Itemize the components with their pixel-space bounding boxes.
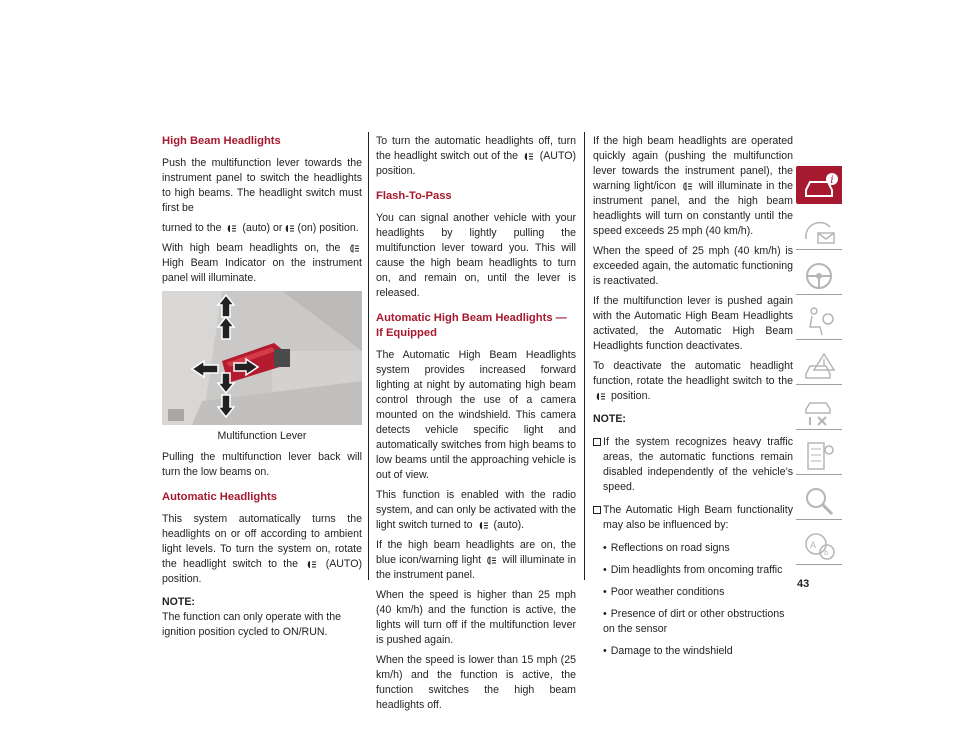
lever-illustration <box>162 291 362 425</box>
bullet-item <box>603 644 793 659</box>
side-tab-steering-wheel[interactable] <box>796 256 842 295</box>
seated-passenger-airbag-icon <box>802 305 838 337</box>
side-tab-checklist[interactable] <box>796 436 842 475</box>
bullet-dot: • <box>603 586 607 598</box>
checkbox-item: If the system recognizes heavy traffic areas, the automatic functions remain disabled independently of the vehicle’s speed. <box>593 435 793 495</box>
paragraph: turned to the (auto) or (on) position. <box>162 222 359 234</box>
figure-caption: Multifunction Lever <box>217 430 307 442</box>
headlight-on-icon <box>595 392 606 401</box>
bullet-dot: • <box>603 645 607 657</box>
paragraph: When the speed is higher than 25 mph (40 km/h) and the function is active, the lights will turn off if the multifunction lever is pushed again. <box>376 589 576 646</box>
column-3 <box>593 134 793 666</box>
bullet-text: Dim headlights from oncoming traffic <box>610 564 783 576</box>
paragraph: If the high beam headlights are operated quickly again (pushing the multifunction lever towards the instrument panel), the warning light/icon will illuminate in the instrument panel, and the high beam headlights will turn on constantly until the speed exceeds 25 mph (40 km/h). <box>593 135 794 237</box>
paragraph: To turn the automatic headlights off, turn the headlight switch out of the (AUTO) position. <box>376 135 576 177</box>
bullet-dot: • <box>603 608 607 620</box>
car-info-icon <box>802 170 838 202</box>
high-beam-indicator-icon <box>349 244 360 253</box>
svg-text:i: i <box>830 175 834 186</box>
paragraph: The Automatic High Beam Headlights system provides increased forward lighting at night by automating high beam control through the use of a camera mounted on the windshield. This camera detects vehicle specific light and automatically switches from high beams to low beams until the approaching vehicle is out of view. <box>376 349 576 481</box>
checkbox-item: The Automatic High Beam functionality may also be influenced by: <box>593 503 793 533</box>
language-index-icon <box>802 530 838 562</box>
bullet-text: Reflections on road signs <box>610 542 730 554</box>
bullet-item <box>603 541 793 556</box>
multifunction-lever-figure <box>162 291 362 425</box>
side-tab-seated-passenger-airbag[interactable] <box>796 301 842 340</box>
bullet-item <box>603 585 793 600</box>
note-label: NOTE: <box>162 596 195 608</box>
column-1 <box>162 134 362 644</box>
paragraph: This system automatically turns the headlights on or off according to ambient light levels. To turn the system on, rotate the headlight switch to the (AUTO) position. <box>162 513 362 585</box>
side-tab-language-index[interactable] <box>796 526 842 565</box>
dashboard-envelope-icon <box>802 215 838 247</box>
paragraph: If the multifunction lever is pushed again with the Automatic High Beam Headlights activated, the Automatic High Beam Headlights function deactivates. <box>593 295 793 352</box>
paragraph: This function is enabled with the radio system, and can only be activated with the light switch turned to (auto). <box>376 489 576 531</box>
side-tab-car-wrench[interactable] <box>796 391 842 430</box>
bullet-dot: • <box>603 542 607 554</box>
side-tab-magnifier[interactable] <box>796 481 842 520</box>
bullet-text: Damage to the windshield <box>610 645 733 657</box>
headlight-auto-icon <box>306 560 317 569</box>
bullet-dot: • <box>603 564 607 576</box>
side-tab-dashboard-envelope[interactable] <box>796 211 842 250</box>
headlight-on-icon <box>284 224 295 233</box>
headlight-auto-icon <box>226 224 237 233</box>
headlight-auto-icon <box>478 521 489 530</box>
paragraph: When the speed of 25 mph (40 km/h) is exceeded again, the automatic functioning is reactivated. <box>593 245 793 287</box>
note-text: The function can only operate with the ignition position cycled to ON/RUN. <box>162 611 342 638</box>
section-heading-automatic-headlights: Automatic Headlights <box>162 491 277 503</box>
bullet-item <box>603 607 793 637</box>
column-2 <box>376 134 576 718</box>
car-wrench-icon <box>802 395 838 427</box>
page-number: 43 <box>797 578 810 590</box>
checklist-icon <box>802 440 838 472</box>
paragraph: When the speed is lower than 15 mph (25 km/h) and the function is active, the function switches the high beam headlights off. <box>376 654 576 711</box>
bullet-text: Poor weather conditions <box>610 586 725 598</box>
car-warning-icon <box>802 350 838 382</box>
bullet-text: Presence of dirt or other obstructions on the sensor <box>603 608 785 635</box>
steering-wheel-icon <box>802 260 838 292</box>
section-heading-high-beam: High Beam Headlights <box>162 135 281 147</box>
high-beam-warning-icon <box>486 556 497 565</box>
checkbox-square-icon <box>593 506 601 514</box>
section-heading-flash-to-pass: Flash-To-Pass <box>376 190 452 202</box>
headlight-auto-icon <box>523 152 534 161</box>
svg-text:b: b <box>824 549 829 557</box>
column-divider <box>584 132 585 580</box>
column-divider <box>368 132 369 580</box>
paragraph: To deactivate the automatic headlight function, rotate the headlight switch to the position. <box>593 360 793 402</box>
note-label: NOTE: <box>593 413 626 425</box>
magnifier-icon <box>802 485 838 517</box>
checkbox-square-icon <box>593 438 601 446</box>
section-heading-automatic-high-beam: Automatic High Beam Headlights — If Equipped <box>376 312 567 339</box>
paragraph: Pulling the multifunction lever back will turn the low beams on. <box>162 451 362 478</box>
bullet-list <box>593 541 793 659</box>
paragraph: You can signal another vehicle with your headlights by lightly pulling the multifunction lever toward you. This will cause the high beam headlights to turn on, and remain on, until the lever is released. <box>376 212 576 299</box>
high-beam-warning-icon <box>682 182 693 191</box>
paragraph: If the high beam headlights are on, the blue icon/warning light will illuminate in the instrument panel. <box>376 539 577 581</box>
bullet-item <box>603 563 793 578</box>
side-tab-car-warning[interactable] <box>796 346 842 385</box>
svg-text:A: A <box>810 541 817 551</box>
paragraph: With high beam headlights on, the High Beam Indicator on the instrument panel will illuminate. <box>162 242 362 284</box>
paragraph: Push the multifunction lever towards the instrument panel to switch the headlights to high beams. The headlight switch must first be <box>162 157 362 214</box>
side-tab-car-info[interactable] <box>796 166 842 204</box>
